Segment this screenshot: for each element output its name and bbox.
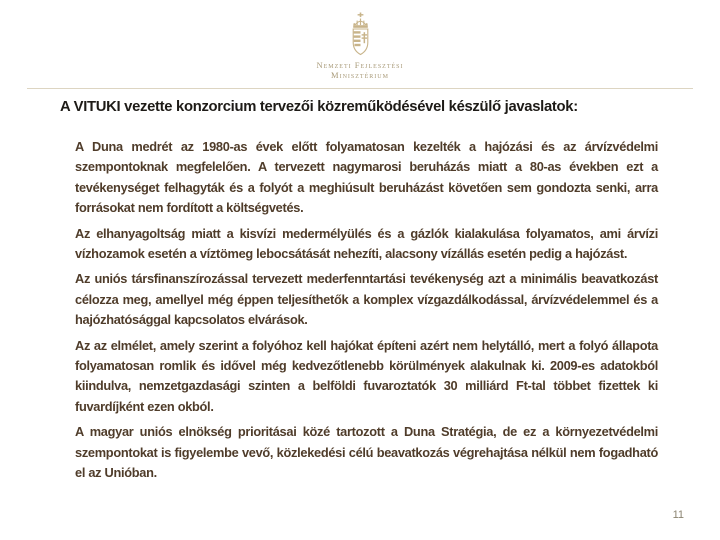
paragraph-3: Az uniós társfinanszírozással tervezett mederfenntartási tevékenység azt a minimális beavatkozást célozza meg, amellyel még éppen teljesíthetők a komplex vízgazdálkodással, árvízvédelemmel és a hajózhatósággal kapcsolatos elvárások. [75, 271, 658, 328]
slide-title: A VITUKI vezette konzorcium tervezői közreműködésével készülő javaslatok: [60, 99, 578, 115]
ministry-logo [0, 0, 720, 80]
paragraph-5: A magyar uniós elnökség prioritásai közé tartozott a Duna Stratégia, de ez a környezetvédelmi szempontokat is figyelembe vevő, közlekedési célú beavatkozás végrehajtása nélkül nem fogadható el az Unióban. [75, 424, 658, 481]
ministry-name-line1: Nemzeti Fejlesztési [316, 60, 404, 70]
paragraph-1: A Duna medrét az 1980-as évek előtt folyamatosan kezelték a hajózási és az árvízvédelmi szempontoknak megfelelően. A tervezett nagymarosi beruházás miatt a 80-as években ezt a tevékenységet felhagyták és a folyót a meghiúsult beruházást követően sem gondozta senki, arra forrásokat nem fordított a költségvetés. [75, 139, 658, 216]
body-paragraphs [75, 137, 658, 489]
paragraph-4: Az az elmélet, amely szerint a folyóhoz kell hajókat építeni azért nem helytálló, mert a folyó állapota folyamatosan romlik és idővel még kedvezőtlenebb körülmények alakulnak ki. 2009-es adatokból kiindulva, nemzetgazdasági szinten a belföldi fuvaroztatók 30 milliárd Ft-tal többet fizettek ki fuvardíjként ezen okból. [75, 337, 658, 414]
page-number: 11 [672, 509, 684, 521]
header-divider [27, 88, 693, 89]
ministry-name-line2: Minisztérium [331, 70, 389, 80]
paragraph-2: Az elhanyagoltság miatt a kisvízi medermélyülés és a gázlók kialakulása folyamatos, ami árvízi vízhozamok esetén a víztömeg lebocsátását nehezíti, alacsony vízállás esetén pedig a hajózást. [75, 225, 658, 262]
hungarian-coat-of-arms-icon [347, 12, 374, 58]
